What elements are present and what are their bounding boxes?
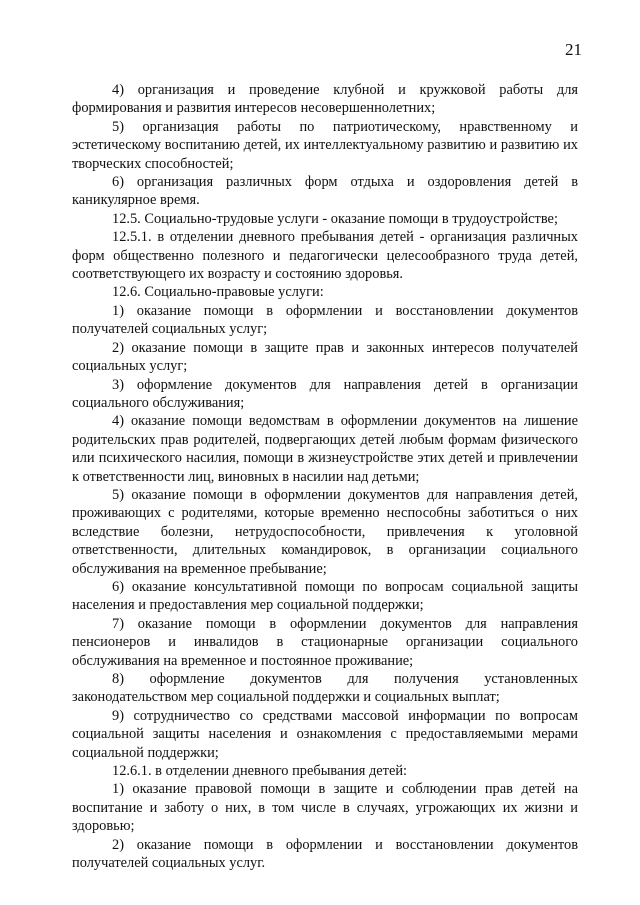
paragraph-social-labor-services: 12.5. Социально-трудовые услуги - оказание помощи в трудоустройстве; [112,210,558,227]
document-body [72,81,578,872]
paragraph-referral-documents: 3) оформление документов для направления детей в организации социального обслуживания; [72,376,578,411]
paragraph-legal-aid: 1) оказание правовой помощи в защите и соблюдении прав детей на воспитание и заботу о них, в том числе в случаях, угрожающих их жизни и здоровью; [72,781,578,835]
paragraph-temporary-placement: 5) оказание помощи в оформлении документов для направления детей, проживающих с родителями, которые временно неспособны заботиться о них вследствие болезни, нетрудоспособности, привлечения к уголовной ответственности, длительных командировок, в организации социального обслуживания на временное пребывание; [72,486,578,577]
paragraph-documents-help: 2) оказание помощи в оформлении и восстановлении документов получателей социальных услуг. [72,836,578,872]
paragraph-consultative-help: 6) оказание консультативной помощи по вопросам социальной защиты населения и предоставления мер социальной поддержки; [72,578,578,614]
paragraph-club-work: 4) организация и проведение клубной и кружковой работы для формирования и развития интересов несовершеннолетних; [72,82,578,117]
paragraph-social-payments: 8) оформление документов для получения установленных законодательством мер социальной поддержки и социальных выплат; [72,671,578,706]
page-number: 21 [565,40,582,59]
paragraph-mass-media: 9) сотрудничество со средствами массовой информации по вопросам социальной защиты населения и ознакомления с предоставляемыми мерами социальной поддержки; [72,707,578,761]
paragraph-holiday-recreation: 6) организация различных форм отдыха и оздоровления детей в каникулярное время. [72,174,578,209]
paragraph-pensioners-disabled: 7) оказание помощи в оформлении документов для направления пенсионеров и инвалидов в стационарные организации социального обслуживания на временное и постоянное проживание; [72,615,578,669]
paragraph-documents-restoration: 1) оказание помощи в оформлении и восстановлении документов получателей социальных услуг; [72,302,578,338]
paragraph-social-legal-services: 12.6. Социально-правовые услуги: [112,284,324,301]
paragraph-rights-protection: 2) оказание помощи в защите прав и законных интересов получателей социальных услуг; [72,339,578,375]
paragraph-day-care-heading: 12.6.1. в отделении дневного пребывания детей: [112,763,408,780]
paragraph-parental-rights: 4) оказание помощи ведомствам в оформлении документов на лишение родительских прав родителей, подвергающих детей любым формам физического или психического насилия, помощи в жизнеустройстве этих детей и привлечении к ответственности лиц, виновных в насилии над детьми; [72,413,578,485]
paragraph-patriotic-education: 5) организация работы по патриотическому, нравственному и эстетическому воспитанию детей, их интеллектуальному развитию и развитию их творческих способностей; [72,118,578,172]
paragraph-day-care-labor: 12.5.1. в отделении дневного пребывания детей - организация различных форм общественно полезного и педагогически целесообразного труда детей, соответствующего их возрасту и состоянию здоровья. [72,229,578,283]
